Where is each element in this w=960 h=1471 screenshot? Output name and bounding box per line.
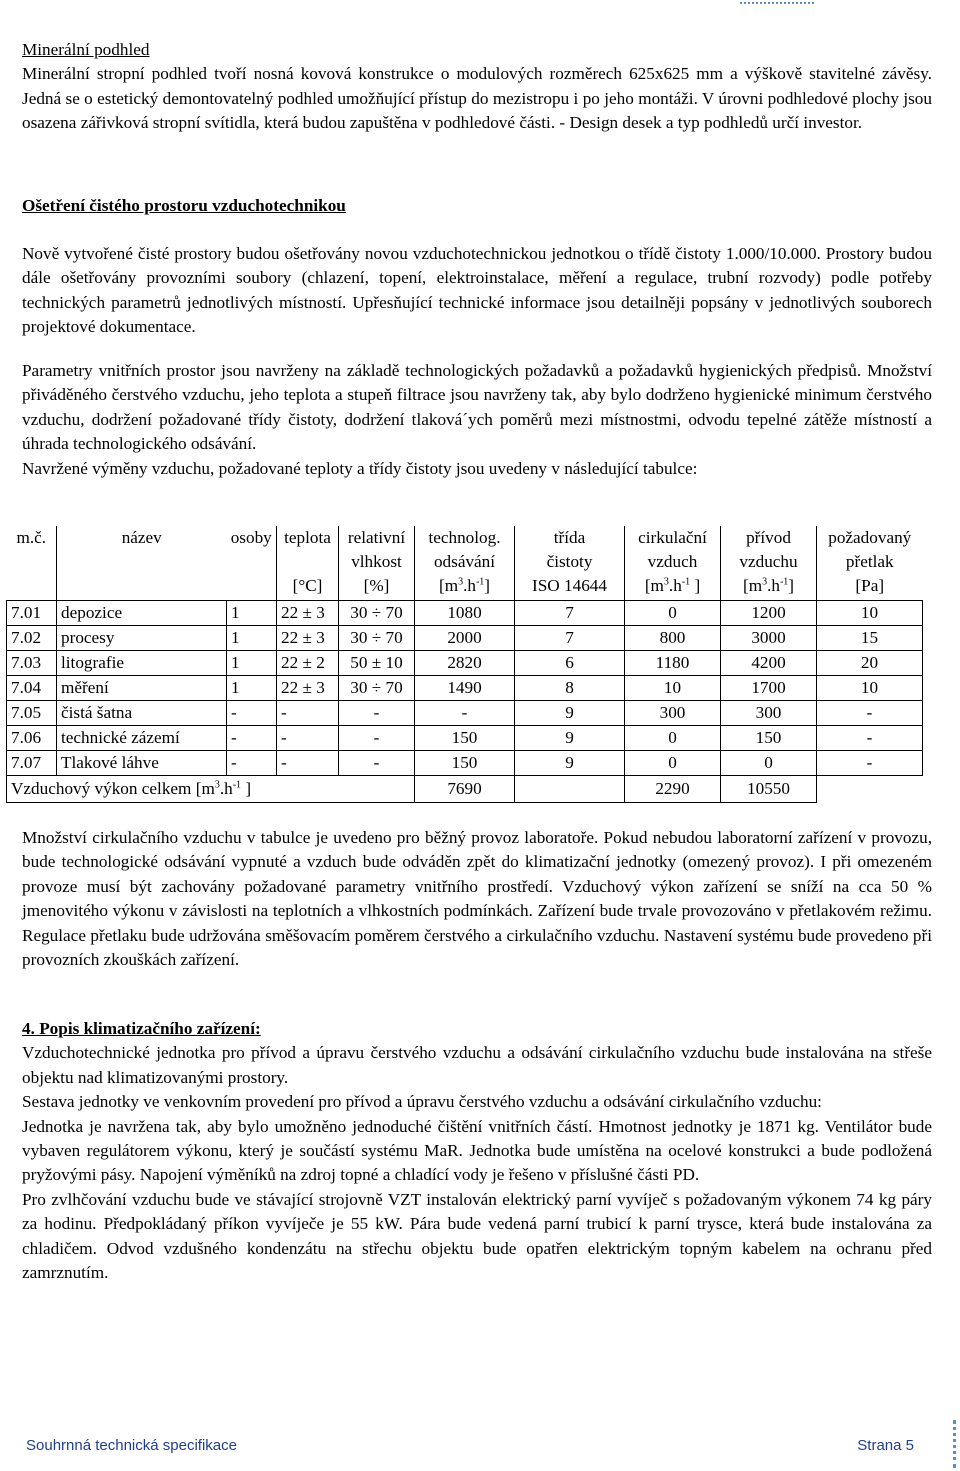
total-cirkulace: 2290 — [625, 776, 721, 803]
cell-trida: 7 — [515, 601, 625, 626]
section-heading-klima — [22, 1017, 932, 1041]
cell-vlhkost: 30 ÷ 70 — [339, 626, 415, 651]
cell-odsavani: 1080 — [415, 601, 515, 626]
cell-trida: 7 — [515, 626, 625, 651]
cell-teplota: 22 ± 3 — [277, 626, 339, 651]
cell-nazev: technické zázemí — [57, 726, 227, 751]
cell-privod: 0 — [721, 751, 817, 776]
klima-heading-text: 4. Popis klimatizačního zařízení: — [22, 1019, 261, 1038]
cell-privod: 150 — [721, 726, 817, 751]
cell-nazev: litografie — [57, 651, 227, 676]
cell-vlhkost: 30 ÷ 70 — [339, 676, 415, 701]
header-privod: přívod vzduchu $[m^3.h^{-1}]$ — [721, 526, 817, 601]
paragraph-vzt-3: Navržené výměny vzduchu, požadované teploty a třídy čistoty jsou uvedeny v následující tabulce: — [22, 458, 698, 478]
cell-osoby: 1 — [227, 626, 277, 651]
cell-nazev: čistá šatna — [57, 701, 227, 726]
cell-mc: 7.02 — [7, 626, 57, 651]
cell-cirkulace: 0 — [625, 726, 721, 751]
cell-cirkulace: 1180 — [625, 651, 721, 676]
cell-odsavani: 2000 — [415, 626, 515, 651]
cell-odsavani: 2820 — [415, 651, 515, 676]
cell-osoby: - — [227, 726, 277, 751]
cell-privod: 4200 — [721, 651, 817, 676]
cell-trida: 9 — [515, 726, 625, 751]
cell-trida: 6 — [515, 651, 625, 676]
cell-pretlak: 10 — [817, 676, 923, 701]
header-cirkulace: cirkulační vzduch [$m^3.h^{-1}$ ] — [625, 526, 721, 601]
footer-page-number: Strana 5 — [857, 1437, 914, 1454]
cell-teplota: - — [277, 726, 339, 751]
cell-privod: 1700 — [721, 676, 817, 701]
cell-trida: 9 — [515, 701, 625, 726]
cell-privod: 300 — [721, 701, 817, 726]
cell-osoby: - — [227, 701, 277, 726]
section-heading-vzt: Ošetření čistého prostoru vzduchotechnikou — [22, 196, 346, 215]
page-footer — [26, 1437, 914, 1457]
header-teplota: teplota [°C] — [277, 526, 339, 601]
footer-title: Souhrnná technická specifikace — [26, 1437, 237, 1454]
paragraph-vzt-1: Nově vytvořené čisté prostory budou ošetřovány novou vzduchotechnickou jednotkou o třídě čistoty 1.000/10.000. Prostory budou dále ošetřovány provozními soubory (chlazení, topení, elektroinstalace, měření a regulace, trubní rozvody) podle potřeby technických parametrů jednotlivých místností. Upřesňující technické informace jsou detailněji popsány v jednotlivých souborech projektové dokumentace. — [22, 244, 932, 337]
cell-teplota: 22 ± 3 — [277, 601, 339, 626]
air-parameters-table — [6, 526, 923, 803]
cell-cirkulace: 0 — [625, 751, 721, 776]
cell-teplota: 22 ± 3 — [277, 676, 339, 701]
header-dotted-line — [740, 2, 814, 4]
cell-mc: 7.01 — [7, 601, 57, 626]
cell-mc: 7.04 — [7, 676, 57, 701]
table-row — [7, 601, 923, 626]
cell-mc: 7.07 — [7, 751, 57, 776]
header-pretlak: požadovaný přetlak [Pa] — [828, 528, 912, 595]
header-nazev: název — [121, 528, 162, 547]
paragraph-klima-1: Vzduchotechnické jednotka pro přívod a úpravu čerstvého vzduchu a odsávání cirkulačního vzduchu bude instalována na střeše objektu nad klimatizovanými prostory. — [22, 1043, 932, 1087]
table-row — [7, 751, 923, 776]
cell-cirkulace: 10 — [625, 676, 721, 701]
cell-vlhkost: 50 ± 10 — [339, 651, 415, 676]
table-body — [7, 601, 923, 776]
cell-cirkulace: 300 — [625, 701, 721, 726]
cell-osoby: 1 — [227, 601, 277, 626]
cell-mc: 7.03 — [7, 651, 57, 676]
cell-vlhkost: - — [339, 751, 415, 776]
cell-nazev: měření — [57, 676, 227, 701]
cell-nazev: Tlakové láhve — [57, 751, 227, 776]
header-vlhkost: relativní vlhkost [%] — [339, 526, 415, 601]
cell-pretlak: 10 — [817, 601, 923, 626]
table-row — [7, 726, 923, 751]
cell-teplota: - — [277, 751, 339, 776]
cell-mc: 7.05 — [7, 701, 57, 726]
cell-pretlak: 20 — [817, 651, 923, 676]
table-total-row — [7, 776, 923, 803]
table-row — [7, 651, 923, 676]
header-osoby: osoby — [227, 526, 277, 601]
total-empty — [515, 776, 625, 803]
header-mc: m.č. — [7, 526, 57, 601]
cell-odsavani: 150 — [415, 726, 515, 751]
cell-trida: 9 — [515, 751, 625, 776]
table-row — [7, 701, 923, 726]
cell-privod: 3000 — [721, 626, 817, 651]
section-heading-mineral: Minerální podhled — [22, 40, 150, 59]
header-odsavani: technolog. odsávání $[m^3.h^{-1}]$ — [415, 526, 515, 601]
cell-pretlak: - — [817, 751, 923, 776]
cell-teplota: - — [277, 701, 339, 726]
cell-vlhkost: - — [339, 726, 415, 751]
total-label: Vzduchový výkon celkem [$m^3.h^{-1}$ ] — [7, 776, 415, 803]
paragraph-klima-3: Jednotka je navržena tak, aby bylo umožněno jednoduché čištění vnitřních částí. Hmotnost jednotky je 1871 kg. Ventilátor bude vybaven regulátorem výkonu, který je součástí systému MaR. Jednotka bude umístěna na ocelové konstrukci a bude podložená pryžovými pásy. Napojení výměníků na zdroj topné a chladící vody je řešeno v příslušné části PD. — [22, 1116, 932, 1185]
cell-osoby: - — [227, 751, 277, 776]
cell-cirkulace: 800 — [625, 626, 721, 651]
paragraph-klima-4: Pro zvlhčování vzduchu bude ve stávající strojovně VZT instalován elektrický parní vyvíječ s požadovaným výkonem 74 kg páry za hodinu. Předpokládaný příkon vyvíječe je 55 kW. Pára bude vedená parní trubicí k parní trysce, která bude instalována za chladičem. Odvod vzdušného kondenzátu na střechu objektu bude opatřen elektrickým topným kabelem na ochranu před zamrznutím. — [22, 1189, 932, 1283]
cell-nazev: depozice — [57, 601, 227, 626]
paragraph-mineral: Minerální stropní podhled tvoří nosná kovová konstrukce o modulových rozměrech 625x625 mm a výškově stavitelné závěsy. Jedná se o estetický demontovatelný podhled umožňující přístup do mezistropu i po jeho montáži. V úrovni podhledové plochy jsou osazena zářivková stropní svítidla, která budou zapuštěna v podhledové části. - Design desek a typ podhledů určí investor. — [22, 64, 932, 133]
paragraph-after-table: Množství cirkulačního vzduchu v tabulce je uvedeno pro běžný provoz laboratoře. Pokud nebudou laboratorní zařízení v provozu, bude technologické odsávání vypnuté a vzduch bude odváděn zpět do klimatizační jednotky (omezený provoz). I při omezeném provoze musí být zachovány požadované parametry vnitřního prostředí. Vzduchový výkon zařízení se sníží na cca 50 % jmenovitého výkonu v závislosti na teplotních a vlhkostních podmínkách. Zařízení bude trvale provozováno v přetlakovém režimu. Regulace přetlaku bude udržována směšovacím poměrem čerstvého a cirkulačního vzduchu. Nastavení systému bude provedeno při provozních zkouškách zařízení. — [22, 828, 932, 970]
cell-trida: 8 — [515, 676, 625, 701]
paragraph-klima-2: Sestava jednotky ve venkovním provedení pro přívod a úpravu čerstvého vzduchu a odsávání cirkulačního vzduchu: — [22, 1092, 822, 1112]
cell-privod: 1200 — [721, 601, 817, 626]
cell-nazev: procesy — [57, 626, 227, 651]
cell-odsavani: - — [415, 701, 515, 726]
cell-osoby: 1 — [227, 651, 277, 676]
cell-pretlak: - — [817, 726, 923, 751]
total-odsavani: 7690 — [415, 776, 515, 803]
cell-osoby: 1 — [227, 676, 277, 701]
header-trida: třída čistoty ISO 14644 — [515, 526, 625, 601]
cell-odsavani: 150 — [415, 751, 515, 776]
cell-vlhkost: 30 ÷ 70 — [339, 601, 415, 626]
cell-pretlak: 15 — [817, 626, 923, 651]
cell-odsavani: 1490 — [415, 676, 515, 701]
total-empty-last — [817, 776, 923, 803]
table-header-row — [7, 526, 923, 601]
table-row — [7, 676, 923, 701]
total-privod: 10550 — [721, 776, 817, 803]
paragraph-vzt-2: Parametry vnitřních prostor jsou navrženy na základě technologických požadavků a požadavků hygienických předpisů. Množství přiváděného čerstvého vzduchu, jeho teplota a stupeň filtrace jsou navrženy tak, aby bylo dodrženo hygienické minimum čerstvého vzduchu, dodržení požadované třídy čistoty, dodržení tlaková´ych poměrů mezi místnostmi, odvodu tepelné zátěže místností a úhrada technologického odsávání. — [22, 361, 932, 454]
table-row — [7, 626, 923, 651]
cell-cirkulace: 0 — [625, 601, 721, 626]
cell-vlhkost: - — [339, 701, 415, 726]
footer-dotted-line — [953, 1420, 956, 1468]
cell-teplota: 22 ± 2 — [277, 651, 339, 676]
cell-pretlak: - — [817, 701, 923, 726]
cell-mc: 7.06 — [7, 726, 57, 751]
